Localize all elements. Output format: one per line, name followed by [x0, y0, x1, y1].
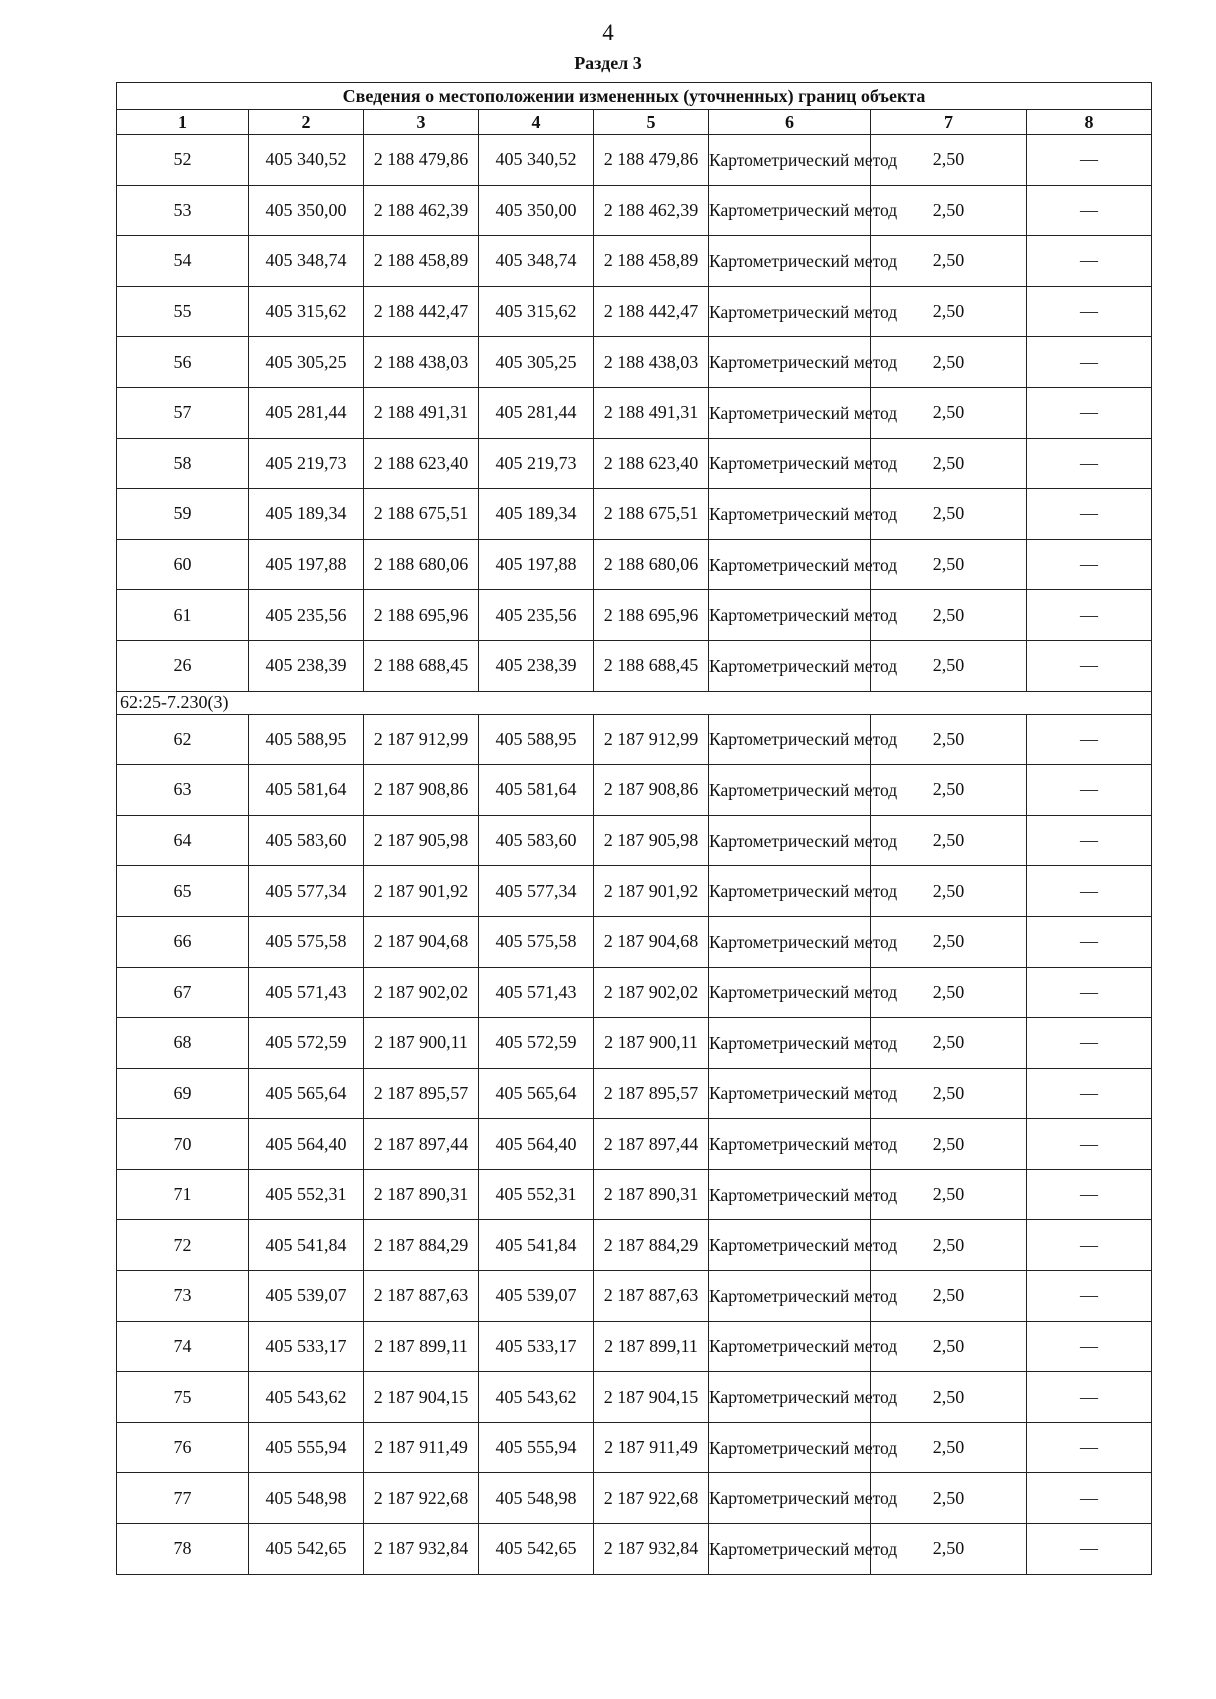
cell-accuracy: 2,50: [871, 337, 1027, 388]
cell-x-refined: 405 571,43: [479, 967, 594, 1018]
cell-accuracy: 2,50: [871, 387, 1027, 438]
cell-x-existing: 405 539,07: [249, 1271, 364, 1322]
cell-x-existing: 405 572,59: [249, 1018, 364, 1069]
cell-x-existing: 405 281,44: [249, 387, 364, 438]
cell-y-refined: 2 187 932,84: [594, 1524, 709, 1575]
cell-method: Картометрический метод: [709, 1271, 871, 1322]
table-row: [117, 1372, 1152, 1423]
cell-note: —: [1027, 539, 1152, 590]
cell-method: Картометрический метод: [709, 815, 871, 866]
cell-x-existing: 405 350,00: [249, 185, 364, 236]
cell-method: Картометрический метод: [709, 1018, 871, 1069]
cell-x-existing: 405 588,95: [249, 714, 364, 765]
cell-note: —: [1027, 1119, 1152, 1170]
cell-method: Картометрический метод: [709, 489, 871, 540]
cell-note: —: [1027, 765, 1152, 816]
cell-accuracy: 2,50: [871, 236, 1027, 287]
cell-method: Картометрический метод: [709, 185, 871, 236]
table-row: [117, 135, 1152, 186]
table-row: [117, 1422, 1152, 1473]
cell-accuracy: 2,50: [871, 1524, 1027, 1575]
cell-x-existing: 405 555,94: [249, 1422, 364, 1473]
cell-y-refined: 2 187 897,44: [594, 1119, 709, 1170]
table-row: [117, 714, 1152, 765]
column-header: 8: [1027, 110, 1152, 135]
cell-x-existing: 405 583,60: [249, 815, 364, 866]
cell-accuracy: 2,50: [871, 1068, 1027, 1119]
cell-accuracy: 2,50: [871, 286, 1027, 337]
cell-method: Картометрический метод: [709, 1119, 871, 1170]
cell-y-refined: 2 188 438,03: [594, 337, 709, 388]
cell-method: Картометрический метод: [709, 135, 871, 186]
cell-y-refined: 2 187 884,29: [594, 1220, 709, 1271]
cell-accuracy: 2,50: [871, 967, 1027, 1018]
cell-y-refined: 2 187 904,15: [594, 1372, 709, 1423]
cell-method: Картометрический метод: [709, 1321, 871, 1372]
cell-x-refined: 405 542,65: [479, 1524, 594, 1575]
cell-y-refined: 2 187 902,02: [594, 967, 709, 1018]
cell-y-refined: 2 187 895,57: [594, 1068, 709, 1119]
cell-x-refined: 405 543,62: [479, 1372, 594, 1423]
cell-accuracy: 2,50: [871, 1119, 1027, 1170]
cell-point-number: 57: [117, 387, 249, 438]
cell-y-refined: 2 188 462,39: [594, 185, 709, 236]
cell-y-existing: 2 187 887,63: [364, 1271, 479, 1322]
table-row: [117, 387, 1152, 438]
cell-y-existing: 2 188 458,89: [364, 236, 479, 287]
cell-y-existing: 2 187 912,99: [364, 714, 479, 765]
cell-y-existing: 2 188 491,31: [364, 387, 479, 438]
cell-x-existing: 405 575,58: [249, 916, 364, 967]
table-row: [117, 1473, 1152, 1524]
cell-x-existing: 405 543,62: [249, 1372, 364, 1423]
table-row: [117, 1271, 1152, 1322]
table-row: [117, 185, 1152, 236]
cell-point-number: 67: [117, 967, 249, 1018]
cell-note: —: [1027, 1018, 1152, 1069]
table-body: [117, 83, 1152, 1575]
cell-x-refined: 405 572,59: [479, 1018, 594, 1069]
cell-x-refined: 405 539,07: [479, 1271, 594, 1322]
cell-y-existing: 2 188 462,39: [364, 185, 479, 236]
cell-accuracy: 2,50: [871, 1271, 1027, 1322]
cell-point-number: 70: [117, 1119, 249, 1170]
cell-note: —: [1027, 1524, 1152, 1575]
cell-y-existing: 2 187 902,02: [364, 967, 479, 1018]
cell-x-existing: 405 564,40: [249, 1119, 364, 1170]
table-row: [117, 967, 1152, 1018]
cell-accuracy: 2,50: [871, 135, 1027, 186]
cell-point-number: 61: [117, 590, 249, 641]
cell-x-refined: 405 552,31: [479, 1169, 594, 1220]
cell-y-existing: 2 187 897,44: [364, 1119, 479, 1170]
cell-x-existing: 405 577,34: [249, 866, 364, 917]
cell-y-refined: 2 187 912,99: [594, 714, 709, 765]
table-row: [117, 438, 1152, 489]
table-row: [117, 1220, 1152, 1271]
cell-y-existing: 2 188 688,45: [364, 640, 479, 691]
cell-accuracy: 2,50: [871, 438, 1027, 489]
table-row: [117, 590, 1152, 641]
table-row: [117, 1018, 1152, 1069]
cell-note: —: [1027, 1220, 1152, 1271]
cell-point-number: 74: [117, 1321, 249, 1372]
cell-x-existing: 405 533,17: [249, 1321, 364, 1372]
cell-note: —: [1027, 1321, 1152, 1372]
cell-y-existing: 2 187 932,84: [364, 1524, 479, 1575]
cell-method: Картометрический метод: [709, 1524, 871, 1575]
cell-x-refined: 405 565,64: [479, 1068, 594, 1119]
cell-x-existing: 405 235,56: [249, 590, 364, 641]
cell-x-existing: 405 571,43: [249, 967, 364, 1018]
table-row: [117, 1321, 1152, 1372]
cell-method: Картометрический метод: [709, 765, 871, 816]
cell-x-refined: 405 238,39: [479, 640, 594, 691]
cell-accuracy: 2,50: [871, 1473, 1027, 1524]
cell-x-refined: 405 189,34: [479, 489, 594, 540]
cell-note: —: [1027, 1473, 1152, 1524]
cell-method: Картометрический метод: [709, 1473, 871, 1524]
cell-method: Картометрический метод: [709, 539, 871, 590]
cell-y-refined: 2 187 908,86: [594, 765, 709, 816]
cell-y-refined: 2 187 890,31: [594, 1169, 709, 1220]
cell-note: —: [1027, 916, 1152, 967]
cell-note: —: [1027, 1068, 1152, 1119]
cell-note: —: [1027, 1422, 1152, 1473]
table-row: [117, 866, 1152, 917]
cell-point-number: 66: [117, 916, 249, 967]
cell-y-refined: 2 188 675,51: [594, 489, 709, 540]
cell-accuracy: 2,50: [871, 1220, 1027, 1271]
cell-y-existing: 2 187 904,68: [364, 916, 479, 967]
table-row: [117, 640, 1152, 691]
cell-y-refined: 2 187 905,98: [594, 815, 709, 866]
table-row: [117, 1068, 1152, 1119]
cell-note: —: [1027, 185, 1152, 236]
cell-x-refined: 405 235,56: [479, 590, 594, 641]
cell-x-refined: 405 305,25: [479, 337, 594, 388]
cell-accuracy: 2,50: [871, 1018, 1027, 1069]
cell-note: —: [1027, 286, 1152, 337]
cell-method: Картометрический метод: [709, 286, 871, 337]
cell-method: Картометрический метод: [709, 438, 871, 489]
cell-accuracy: 2,50: [871, 1372, 1027, 1423]
cell-method: Картометрический метод: [709, 387, 871, 438]
cell-method: Картометрический метод: [709, 1220, 871, 1271]
cell-y-refined: 2 187 901,92: [594, 866, 709, 917]
cell-y-refined: 2 187 899,11: [594, 1321, 709, 1372]
cell-y-existing: 2 187 911,49: [364, 1422, 479, 1473]
cell-y-existing: 2 187 905,98: [364, 815, 479, 866]
cell-note: —: [1027, 866, 1152, 917]
table-row: [117, 916, 1152, 967]
cell-x-refined: 405 350,00: [479, 185, 594, 236]
cell-note: —: [1027, 438, 1152, 489]
cell-y-existing: 2 187 900,11: [364, 1018, 479, 1069]
cell-y-refined: 2 187 904,68: [594, 916, 709, 967]
column-header: 4: [479, 110, 594, 135]
column-header: 2: [249, 110, 364, 135]
cell-y-refined: 2 187 900,11: [594, 1018, 709, 1069]
cell-accuracy: 2,50: [871, 1422, 1027, 1473]
cell-y-refined: 2 188 479,86: [594, 135, 709, 186]
cell-y-refined: 2 188 623,40: [594, 438, 709, 489]
table-header-row: [117, 110, 1152, 135]
cell-accuracy: 2,50: [871, 640, 1027, 691]
table-row: [117, 337, 1152, 388]
group-label: 62:25-7.230(3): [117, 691, 1152, 714]
column-header: 1: [117, 110, 249, 135]
cell-x-existing: 405 305,25: [249, 337, 364, 388]
group-label-row: [117, 691, 1152, 714]
cell-note: —: [1027, 1271, 1152, 1322]
cell-point-number: 76: [117, 1422, 249, 1473]
column-header: 3: [364, 110, 479, 135]
cell-point-number: 71: [117, 1169, 249, 1220]
table-row: [117, 765, 1152, 816]
cell-x-refined: 405 588,95: [479, 714, 594, 765]
cell-method: Картометрический метод: [709, 590, 871, 641]
cell-x-refined: 405 555,94: [479, 1422, 594, 1473]
cell-y-existing: 2 187 908,86: [364, 765, 479, 816]
cell-x-existing: 405 238,39: [249, 640, 364, 691]
cell-accuracy: 2,50: [871, 866, 1027, 917]
cell-x-existing: 405 565,64: [249, 1068, 364, 1119]
cell-y-refined: 2 188 695,96: [594, 590, 709, 641]
cell-method: Картометрический метод: [709, 640, 871, 691]
cell-accuracy: 2,50: [871, 489, 1027, 540]
table-caption-row: [117, 83, 1152, 110]
cell-point-number: 56: [117, 337, 249, 388]
cell-y-existing: 2 188 695,96: [364, 590, 479, 641]
table-row: [117, 815, 1152, 866]
table-row: [117, 236, 1152, 287]
cell-y-existing: 2 188 438,03: [364, 337, 479, 388]
table-row: [117, 489, 1152, 540]
page-number: 4: [602, 20, 614, 45]
cell-point-number: 59: [117, 489, 249, 540]
cell-point-number: 58: [117, 438, 249, 489]
cell-x-existing: 405 315,62: [249, 286, 364, 337]
table-caption: Сведения о местоположении измененных (уточненных) границ объекта: [117, 83, 1152, 110]
cell-y-refined: 2 187 911,49: [594, 1422, 709, 1473]
cell-point-number: 68: [117, 1018, 249, 1069]
cell-point-number: 69: [117, 1068, 249, 1119]
cell-method: Картометрический метод: [709, 337, 871, 388]
cell-y-existing: 2 187 895,57: [364, 1068, 479, 1119]
cell-y-refined: 2 188 491,31: [594, 387, 709, 438]
cell-accuracy: 2,50: [871, 765, 1027, 816]
cell-note: —: [1027, 815, 1152, 866]
cell-method: Картометрический метод: [709, 1372, 871, 1423]
cell-y-refined: 2 188 458,89: [594, 236, 709, 287]
cell-x-refined: 405 315,62: [479, 286, 594, 337]
column-header: 7: [871, 110, 1027, 135]
cell-method: Картометрический метод: [709, 236, 871, 287]
cell-method: Картометрический метод: [709, 714, 871, 765]
cell-y-existing: 2 188 623,40: [364, 438, 479, 489]
cell-note: —: [1027, 640, 1152, 691]
cell-method: Картометрический метод: [709, 1169, 871, 1220]
cell-y-refined: 2 188 442,47: [594, 286, 709, 337]
cell-y-existing: 2 188 479,86: [364, 135, 479, 186]
cell-point-number: 60: [117, 539, 249, 590]
cell-point-number: 55: [117, 286, 249, 337]
cell-y-existing: 2 187 899,11: [364, 1321, 479, 1372]
cell-note: —: [1027, 1372, 1152, 1423]
cell-point-number: 52: [117, 135, 249, 186]
cell-note: —: [1027, 135, 1152, 186]
cell-point-number: 65: [117, 866, 249, 917]
cell-accuracy: 2,50: [871, 1321, 1027, 1372]
cell-x-existing: 405 541,84: [249, 1220, 364, 1271]
cell-x-refined: 405 581,64: [479, 765, 594, 816]
cell-y-existing: 2 187 901,92: [364, 866, 479, 917]
cell-x-refined: 405 340,52: [479, 135, 594, 186]
cell-x-refined: 405 541,84: [479, 1220, 594, 1271]
cell-accuracy: 2,50: [871, 590, 1027, 641]
coordinates-table: [116, 82, 1152, 1575]
cell-accuracy: 2,50: [871, 815, 1027, 866]
cell-point-number: 53: [117, 185, 249, 236]
cell-note: —: [1027, 236, 1152, 287]
cell-point-number: 78: [117, 1524, 249, 1575]
cell-y-existing: 2 187 890,31: [364, 1169, 479, 1220]
cell-y-existing: 2 187 884,29: [364, 1220, 479, 1271]
cell-point-number: 75: [117, 1372, 249, 1423]
cell-x-existing: 405 340,52: [249, 135, 364, 186]
cell-x-existing: 405 552,31: [249, 1169, 364, 1220]
cell-x-existing: 405 581,64: [249, 765, 364, 816]
cell-y-refined: 2 188 680,06: [594, 539, 709, 590]
table-row: [117, 286, 1152, 337]
cell-accuracy: 2,50: [871, 1169, 1027, 1220]
cell-point-number: 77: [117, 1473, 249, 1524]
cell-x-refined: 405 548,98: [479, 1473, 594, 1524]
cell-x-refined: 405 575,58: [479, 916, 594, 967]
cell-point-number: 72: [117, 1220, 249, 1271]
cell-point-number: 73: [117, 1271, 249, 1322]
cell-point-number: 64: [117, 815, 249, 866]
cell-x-existing: 405 348,74: [249, 236, 364, 287]
cell-note: —: [1027, 1169, 1152, 1220]
table-row: [117, 1524, 1152, 1575]
column-header: 6: [709, 110, 871, 135]
cell-note: —: [1027, 489, 1152, 540]
column-header: 5: [594, 110, 709, 135]
cell-x-refined: 405 564,40: [479, 1119, 594, 1170]
table-row: [117, 1169, 1152, 1220]
cell-y-refined: 2 188 688,45: [594, 640, 709, 691]
cell-method: Картометрический метод: [709, 916, 871, 967]
cell-x-refined: 405 348,74: [479, 236, 594, 287]
cell-y-refined: 2 187 922,68: [594, 1473, 709, 1524]
cell-accuracy: 2,50: [871, 185, 1027, 236]
cell-x-existing: 405 197,88: [249, 539, 364, 590]
cell-point-number: 54: [117, 236, 249, 287]
cell-x-refined: 405 583,60: [479, 815, 594, 866]
cell-x-refined: 405 577,34: [479, 866, 594, 917]
cell-x-refined: 405 219,73: [479, 438, 594, 489]
cell-x-existing: 405 548,98: [249, 1473, 364, 1524]
cell-x-existing: 405 219,73: [249, 438, 364, 489]
cell-point-number: 63: [117, 765, 249, 816]
cell-x-refined: 405 533,17: [479, 1321, 594, 1372]
cell-method: Картометрический метод: [709, 1422, 871, 1473]
cell-accuracy: 2,50: [871, 916, 1027, 967]
table-row: [117, 539, 1152, 590]
cell-x-existing: 405 542,65: [249, 1524, 364, 1575]
section-title: Раздел 3: [574, 53, 642, 73]
cell-y-refined: 2 187 887,63: [594, 1271, 709, 1322]
cell-method: Картометрический метод: [709, 1068, 871, 1119]
cell-method: Картометрический метод: [709, 866, 871, 917]
cell-note: —: [1027, 967, 1152, 1018]
table-row: [117, 1119, 1152, 1170]
cell-x-refined: 405 281,44: [479, 387, 594, 438]
cell-y-existing: 2 188 675,51: [364, 489, 479, 540]
cell-note: —: [1027, 590, 1152, 641]
cell-point-number: 62: [117, 714, 249, 765]
cell-point-number: 26: [117, 640, 249, 691]
cell-y-existing: 2 188 442,47: [364, 286, 479, 337]
cell-note: —: [1027, 387, 1152, 438]
cell-note: —: [1027, 714, 1152, 765]
cell-y-existing: 2 187 904,15: [364, 1372, 479, 1423]
cell-note: —: [1027, 337, 1152, 388]
cell-y-existing: 2 188 680,06: [364, 539, 479, 590]
cell-x-existing: 405 189,34: [249, 489, 364, 540]
cell-y-existing: 2 187 922,68: [364, 1473, 479, 1524]
cell-accuracy: 2,50: [871, 539, 1027, 590]
cell-method: Картометрический метод: [709, 967, 871, 1018]
cell-accuracy: 2,50: [871, 714, 1027, 765]
cell-x-refined: 405 197,88: [479, 539, 594, 590]
